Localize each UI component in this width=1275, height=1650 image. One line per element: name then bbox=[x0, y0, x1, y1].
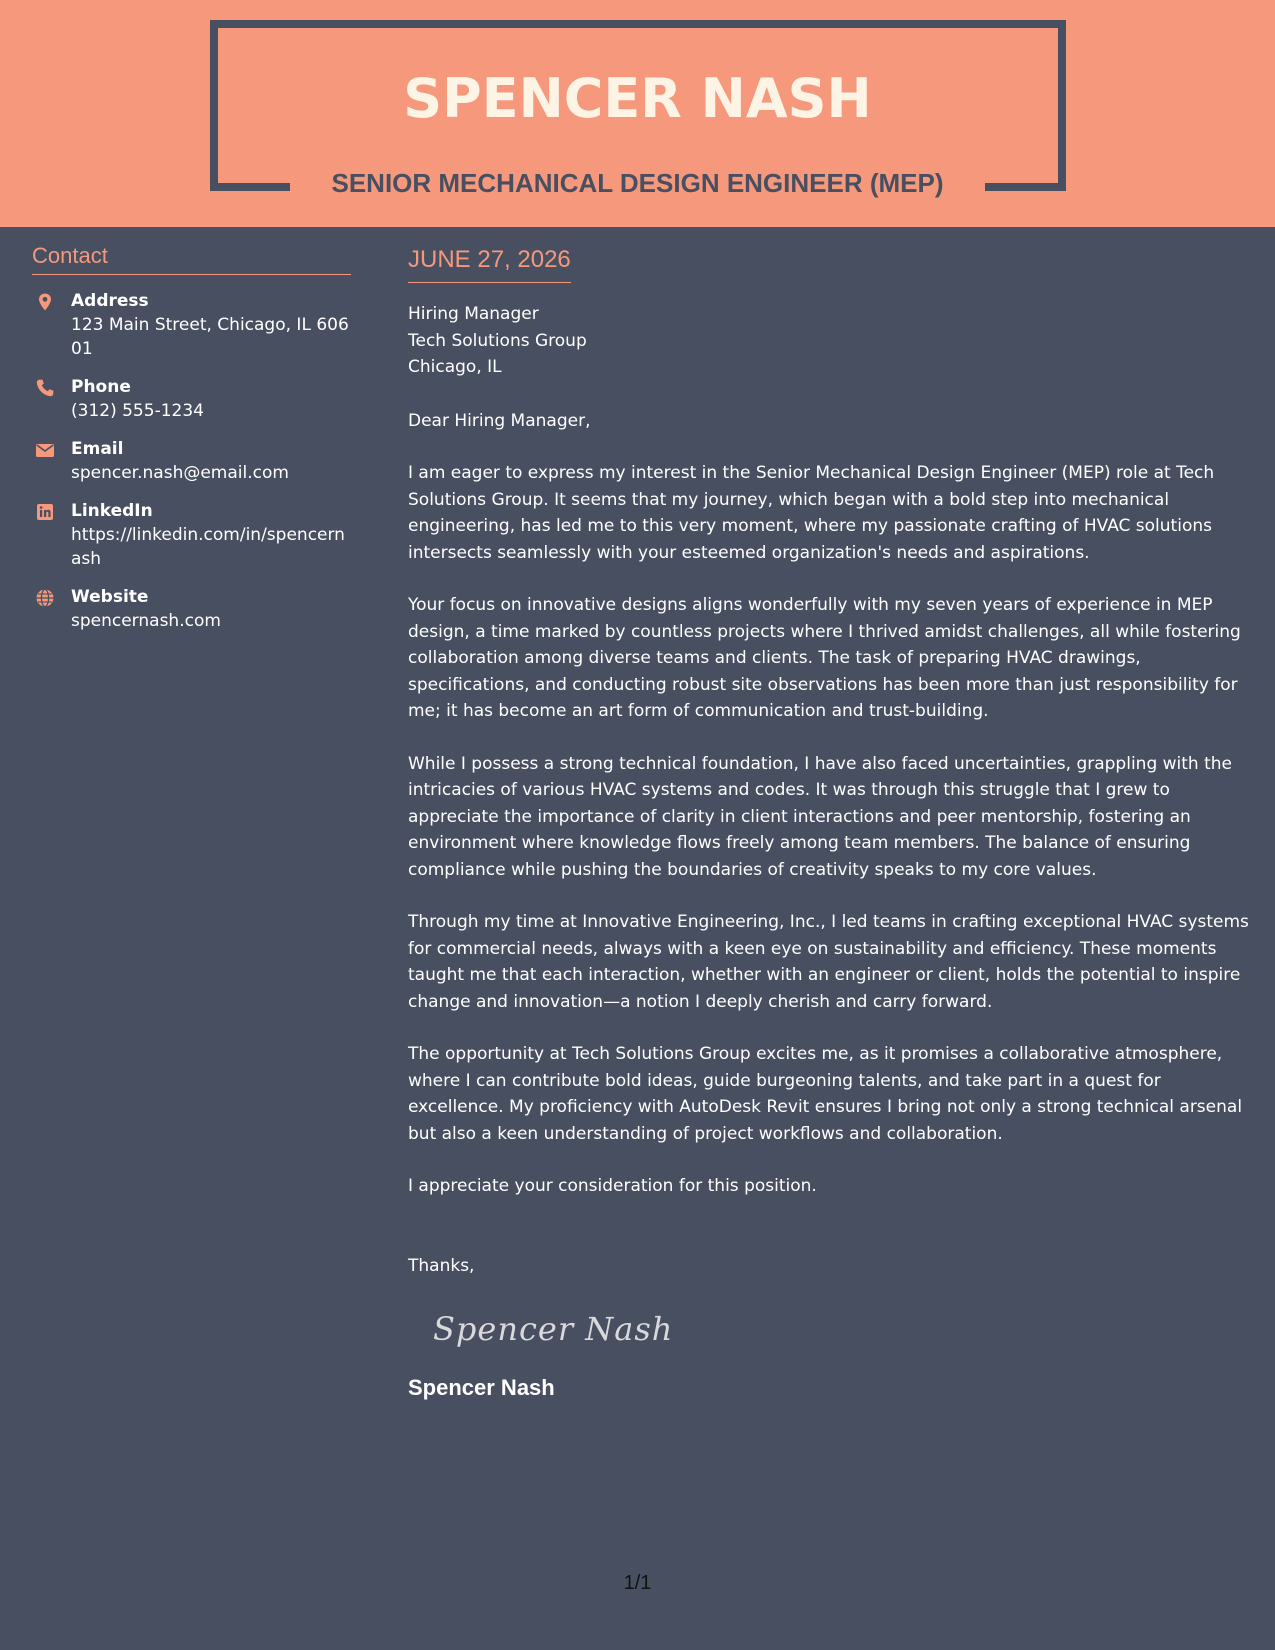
email-label: Email bbox=[71, 439, 124, 459]
paragraph: Your focus on innovative designs aligns wonderfully with my seven years of experience in MEP design, a time marked by countless projects where I thrived amidst challenges, all while fostering collaboration among diverse teams and clients. The task of preparing HVAC drawings, specifications, and conducting robust site observations has been more than just responsibility for me; it has become an art form of communication and trust-building. bbox=[408, 595, 1241, 721]
linkedin-icon bbox=[35, 502, 55, 522]
contact-item-email bbox=[32, 437, 351, 485]
map-pin-icon bbox=[35, 292, 55, 312]
signed-name: Spencer Nash bbox=[408, 1375, 555, 1400]
email-value[interactable]: spencer.nash@email.com bbox=[71, 463, 289, 483]
globe-icon bbox=[35, 588, 55, 608]
closing: Thanks, bbox=[408, 1255, 475, 1276]
recipient-line: Tech Solutions Group bbox=[408, 330, 587, 351]
paragraph: The opportunity at Tech Solutions Group excites me, as it promises a collaborative atmosphere, where I can contribute bold ideas, guide burgeoning talents, and take part in a quest for excellence. My proficiency with AutoDesk Revit ensures I bring not only a strong technical arsenal but also a keen understanding of project workflows and collaboration. bbox=[408, 1044, 1243, 1144]
address-value: 123 Main Street, Chicago, IL 60601 bbox=[71, 315, 349, 359]
job-title: SENIOR MECHANICAL DESIGN ENGINEER (MEP) bbox=[331, 168, 944, 198]
handwritten-signature: Spencer Nash bbox=[433, 1310, 674, 1348]
phone-icon bbox=[35, 378, 55, 398]
linkedin-value[interactable]: https://linkedin.com/in/spencernash bbox=[71, 525, 345, 569]
phone-label: Phone bbox=[71, 377, 131, 397]
contact-sidebar bbox=[32, 242, 351, 633]
phone-value: (312) 555-1234 bbox=[71, 401, 204, 421]
paragraph: While I possess a strong technical foundation, I have also faced uncertainties, grappling with the intricacies of various HVAC systems and codes. It was through this struggle that I grew to appreciate the importance of clarity in client interactions and peer mentorship, fostering an environment where knowledge flows freely among team members. The balance of ensuring compliance while pushing the boundaries of creativity speaks to my core values. bbox=[408, 753, 1233, 880]
envelope-icon bbox=[35, 440, 55, 460]
contact-item-address bbox=[32, 289, 351, 361]
website-value[interactable]: spencernash.com bbox=[71, 611, 221, 631]
letter-body bbox=[408, 242, 1253, 1403]
header-banner bbox=[0, 0, 1275, 227]
website-label: Website bbox=[71, 587, 149, 607]
paragraph: I am eager to express my interest in the Senior Mechanical Design Engineer (MEP) role at Tech Solutions Group. It seems that my journey, which began with a bold step into mechanical engineering, has led me to this very moment, where my passionate crafting of HVAC solutions intersects seamlessly with your esteemed organization's needs and aspirations. bbox=[408, 463, 1215, 563]
applicant-name: SPENCER NASH bbox=[403, 67, 872, 130]
linkedin-label: LinkedIn bbox=[71, 501, 153, 521]
page-number: 1/1 bbox=[623, 1572, 652, 1594]
address-label: Address bbox=[71, 291, 149, 311]
paragraph: Through my time at Innovative Engineering, Inc., I led teams in crafting exceptional HVAC systems for commercial needs, always with a keen eye on sustainability and efficiency. These moments taught me that each interaction, whether with an engineer or client, holds the potential to inspire change and innovation—a notion I deeply cherish and carry forward. bbox=[408, 912, 1249, 1012]
recipient-line: Chicago, IL bbox=[408, 357, 502, 377]
contact-item-phone bbox=[32, 375, 351, 423]
contact-item-linkedin bbox=[32, 499, 351, 571]
recipient-block bbox=[408, 301, 1253, 381]
header-frame-top bbox=[210, 20, 1065, 28]
paragraph: I appreciate your consideration for this position. bbox=[408, 1176, 817, 1196]
contact-heading: Contact bbox=[32, 242, 351, 275]
salutation: Dear Hiring Manager, bbox=[408, 410, 591, 431]
contact-item-website bbox=[32, 585, 351, 633]
recipient-line: Hiring Manager bbox=[408, 304, 539, 324]
letter-date: JUNE 27, 2026 bbox=[408, 242, 571, 283]
